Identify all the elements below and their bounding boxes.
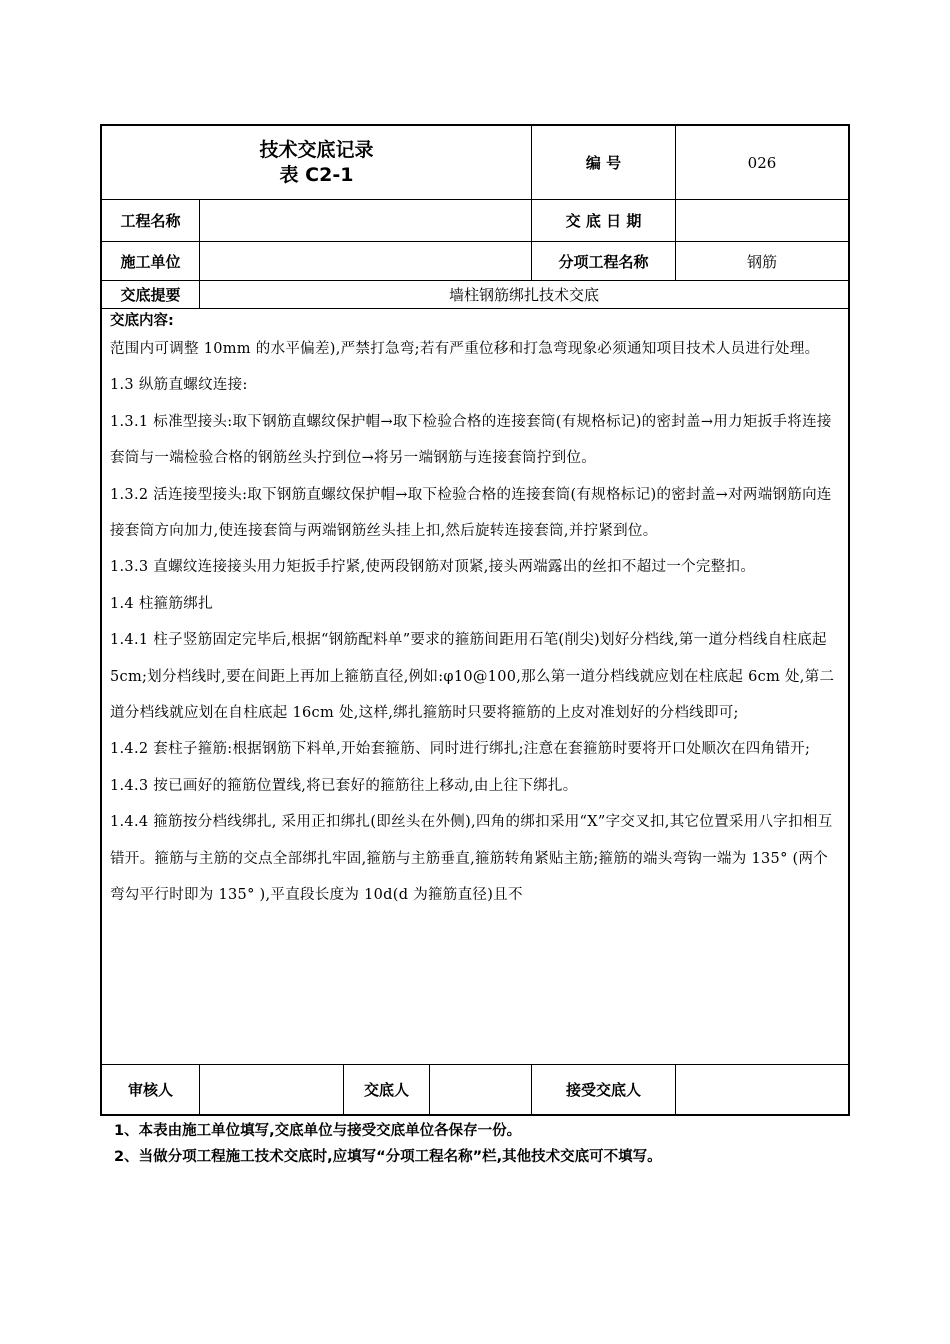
title-row <box>102 126 848 200</box>
content-paragraph: 1.3.1 标准型接头:取下钢筋直螺纹保护帽→取下检验合格的连接套筒(有规格标记)的密封盖→用力矩扳手将连接套筒与一端检验合格的钢筋丝头拧到位→将另一端钢筋与连接套筒拧到位。 <box>110 413 832 467</box>
summary-value[interactable]: 墙柱钢筋绑扎技术交底 <box>448 286 599 304</box>
date-label: 交 底 日 期 <box>532 200 676 241</box>
unit-row <box>102 242 848 281</box>
form-notes <box>114 1118 854 1170</box>
form-title-line2: 表 C2-1 <box>279 163 354 186</box>
reviewer-label: 审核人 <box>102 1065 200 1114</box>
date-field[interactable] <box>676 200 848 241</box>
technical-disclosure-form <box>100 124 850 1116</box>
content-paragraph: 1.4 柱箍筋绑扎 <box>110 595 213 612</box>
content-paragraph: 1.3.2 活连接型接头:取下钢筋直螺纹保护帽→取下检验合格的连接套筒(有规格标记)的密封盖→对两端钢筋向连接套筒方向加力,使连接套筒与两端钢筋丝头挂上扣,然后旋转连接套筒,并拧紧到位。 <box>110 486 832 540</box>
content-paragraph: 1.3 纵筋直螺纹连接: <box>110 377 248 394</box>
content-paragraph: 1.4.1 柱子竖筋固定完毕后,根据“钢筋配料单”要求的箍筋间距用石笔(削尖)划好分档线,第一道分档线自柱底起 5cm;划分档线时,要在间距上再加上箍筋直径,例如:φ10@100,那么第一道分档线就应划在柱底起 6cm 处,第二道分档线就应划在自柱底起 16cm 处,这样,绑扎箍筋时只要将箍筋的上皮对准划好的分档线即可; <box>110 632 835 722</box>
presenter-label: 交底人 <box>344 1065 430 1114</box>
content-paragraph: 1.3.3 直螺纹连接接头用力矩扳手拧紧,使两段钢筋对顶紧,接头两端露出的丝扣不超过一个完整扣。 <box>110 559 756 576</box>
construction-unit-field[interactable] <box>200 242 532 280</box>
form-title <box>102 126 532 199</box>
disclosure-content <box>102 309 848 1065</box>
receiver-field[interactable] <box>676 1065 848 1114</box>
receiver-label: 接受交底人 <box>532 1065 676 1114</box>
summary-row <box>102 281 848 309</box>
signature-row <box>102 1065 848 1114</box>
note-line: 1、本表由施工单位填写,交底单位与接受交底单位各保存一份。 <box>114 1123 522 1139</box>
project-name-label: 工程名称 <box>102 200 200 241</box>
project-name-field[interactable] <box>200 200 532 241</box>
content-paragraph: 范围内可调整 10mm 的水平偏差),严禁打急弯;若有严重位移和打急弯现象必须通知项目技术人员进行处理。 <box>110 341 820 357</box>
content-paragraph: 1.4.2 套柱子箍筋:根据钢筋下料单,开始套箍筋、同时进行绑扎;注意在套箍筋时要将开口处顺次在四角错开; <box>110 741 811 758</box>
summary-label: 交底提要 <box>102 281 200 308</box>
note-line: 2、当做分项工程施工技术交底时,应填写“分项工程名称”栏,其他技术交底可不填写。 <box>114 1149 662 1165</box>
form-title-line1: 技术交底记录 <box>259 138 374 161</box>
reviewer-field[interactable] <box>200 1065 344 1114</box>
number-label: 编 号 <box>532 126 676 199</box>
sub-project-value[interactable]: 钢筋 <box>746 252 777 271</box>
content-paragraph: 1.4.4 箍筋按分档线绑扎, 采用正扣绑扎(即丝头在外侧),四角的绑扣采用“X”字交叉扣,其它位置采用八字扣相互错开。箍筋与主筋的交点全部绑扎牢固,箍筋与主筋垂直,箍筋转角紧贴主筋;箍筋的端头弯钩一端为 135° (两个弯勾平行时即为 135° ),平直段长度为 10d(d 为箍筋直径)且不 <box>110 814 833 904</box>
presenter-field[interactable] <box>430 1065 532 1114</box>
sub-project-label: 分项工程名称 <box>532 242 676 280</box>
construction-unit-label: 施工单位 <box>102 242 200 280</box>
content-paragraph: 1.4.3 按已画好的箍筋位置线,将已套好的箍筋往上移动,由上往下绑扎。 <box>110 777 578 794</box>
content-heading: 交底内容: <box>110 313 174 329</box>
project-row <box>102 200 848 242</box>
number-value: 026 <box>747 153 777 172</box>
